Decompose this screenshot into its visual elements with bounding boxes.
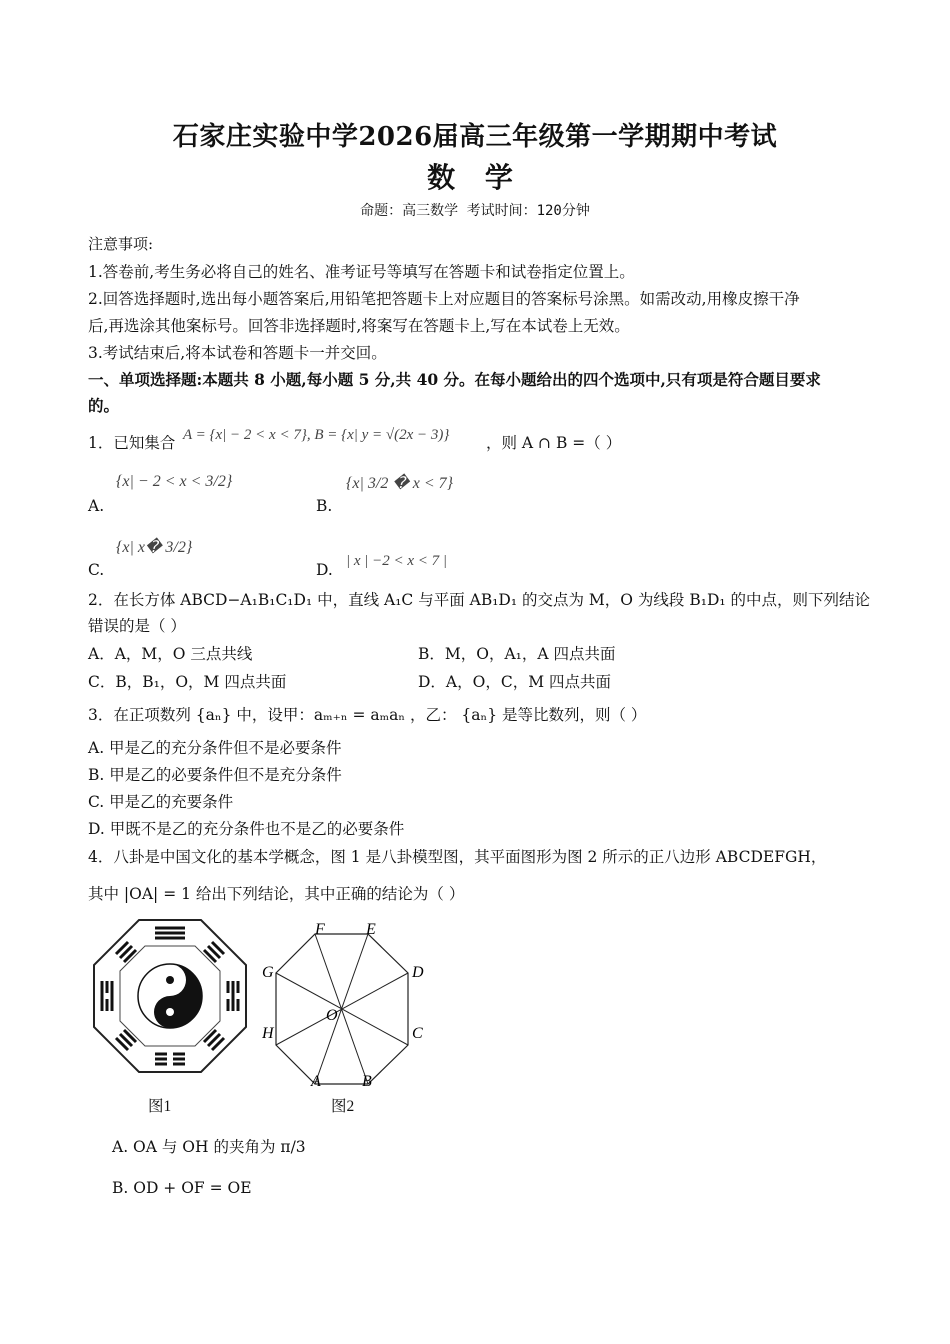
vertex-label: E [366,921,376,938]
q1-sets: A = {x| − 2 < x < 7}, B = {x| y = √(2x − 3)} [183,427,450,443]
q4-option-b: B. OD + OF = OE [112,1179,252,1197]
q1-option-b-label: B. [316,497,333,515]
q1-option-b: {x| 3/2 � x < 7} [346,475,454,492]
exam-title: 石家庄实验中学2026届高三年级第一学期期中考试 [172,122,778,152]
octagon-figure [262,918,434,1090]
vertex-label: G [262,964,274,981]
subject-title: 数 学 [427,161,523,194]
q2-option-c: C．B，B₁，O，M 四点共面 [88,673,287,691]
fig2-caption: 图2 [331,1098,355,1115]
notice-item: 2.回答选择题时,选出每小题答案后,用铅笔把答题卡上对应题目的答案标号涂黑。如需改动,用橡皮擦干净 [88,290,800,308]
q2-option-a: A．A，M，O 三点共线 [88,645,253,663]
q4-option-a: A. OA 与 OH 的夹角为 π/3 [112,1138,306,1156]
center-label: O [326,1007,338,1024]
q3-stem: 3．在正项数列 {aₙ} 中，设甲：aₘ₊ₙ = aₘaₙ ，乙： {aₙ} 是等比数列，则（ ） [88,706,647,724]
q2-stem: 2．在长方体 ABCD−A₁B₁C₁D₁ 中，直线 A₁C 与平面 AB₁D₁ 的交点为 M，O 为线段 B₁D₁ 的中点，则下列结论 [88,591,871,609]
notice-item: 1.答卷前,考生务必将自己的姓名、准考证号等填写在答题卡和试卷指定位置上。 [88,263,635,281]
q3-option-c: C. 甲是乙的充要条件 [88,793,234,811]
exam-meta: 命题：高三数学 考试时间：120分钟 [360,203,590,219]
q2-option-b: B．M，O，A₁，A 四点共面 [418,645,616,663]
q2-stem-cont: 错误的是（ ） [88,617,186,635]
q1-option-d: | x | −2 < x < 7 | [346,553,448,569]
q4-stem: 4．八卦是中国文化的基本学概念，图 1 是八卦模型图，其平面图形为图 2 所示的正八边形 ABCDEFGH， [88,848,827,866]
fig1-caption: 图1 [148,1098,172,1115]
q1-option-c-label: C. [88,561,105,579]
notice-item: 3.考试结束后,将本试卷和答题卡一并交回。 [88,344,387,362]
q1-option-a: {x| − 2 < x < 3/2} [116,473,233,490]
notes-heading: 注意事项: [88,235,154,253]
bagua-figure [90,916,250,1076]
q3-option-a: A. 甲是乙的充分条件但不是必要条件 [88,739,342,757]
vertex-label: B [362,1073,372,1090]
q2-option-d: D．A，O，C，M 四点共面 [418,673,611,691]
q3-option-b: B. 甲是乙的必要条件但不是充分条件 [88,766,342,784]
q1-option-d-label: D. [316,561,333,579]
q3-option-d: D. 甲既不是乙的充分条件也不是乙的必要条件 [88,820,405,838]
q4-stem-cont: 其中 |OA| = 1 给出下列结论，其中正确的结论为（ ） [88,885,465,903]
q1-prefix: 1．已知集合 [88,434,176,452]
notice-item: 后,再选涂其他案标号。回答非选择题时,将案写在答题卡上,写在本试卷上无效。 [88,317,630,335]
section-heading-cont: 的。 [88,396,120,415]
section-heading: 一、单项选择题:本题共 8 小题,每小题 5 分,共 40 分。在每小题给出的四个选项中,只有项是符合题目要求 [88,370,821,389]
vertex-label: C [412,1025,423,1042]
q1-option-c: {x| x� 3/2} [116,539,193,556]
vertex-label: D [412,964,424,981]
vertex-label: F [315,921,325,938]
vertex-label: H [262,1025,274,1042]
q1-suffix: ，则 A ∩ B =（ ） [486,434,622,452]
vertex-label: A [311,1073,321,1090]
q1-option-a-label: A. [88,497,105,515]
